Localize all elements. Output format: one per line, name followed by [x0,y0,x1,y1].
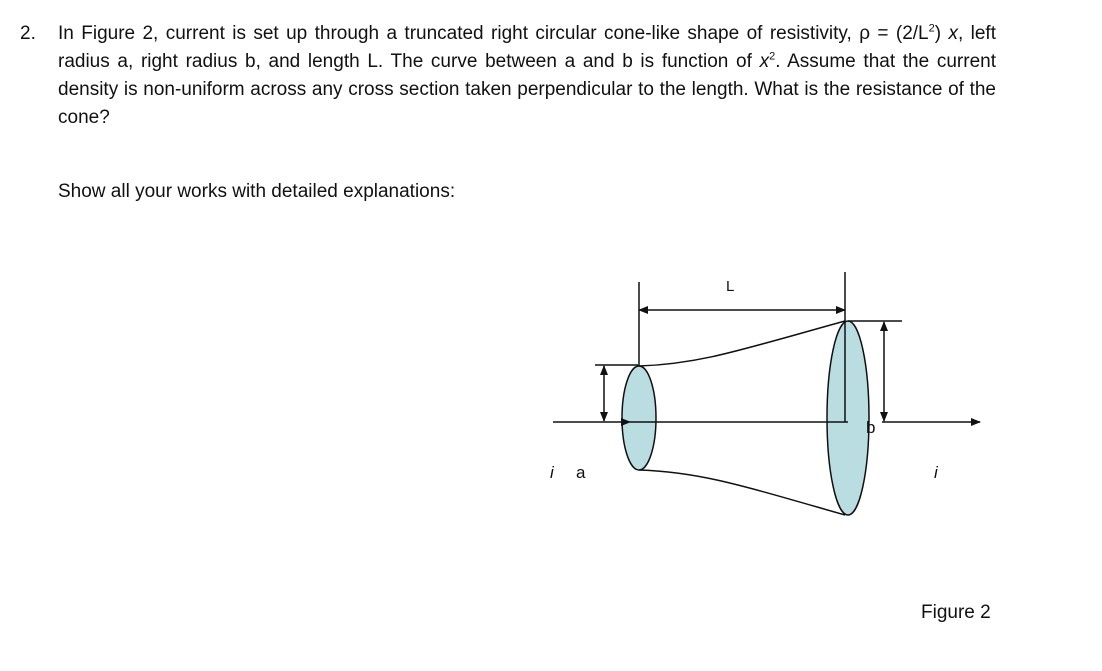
question-number: 2. [20,23,36,44]
problem-text-part-1: In Figure 2, current is set up through a truncated right circular cone-like shape of resistivity, ρ = (2/L [58,23,929,44]
variable-x-squared: x [759,51,770,72]
left-circular-face [622,366,656,470]
superscript-2: 2 [928,22,935,35]
instruction-text: Show all your works with detailed explanations: [58,181,456,202]
right-circular-face [827,321,869,515]
label-length: L [726,278,735,295]
cone-bottom-curve [639,470,845,515]
problem-text-part-4: . Assume that the current density is non-uniform across any cross section taken perpendicular to the length. What is the resistance of the cone? [58,51,997,128]
cone-top-curve [639,321,845,366]
variable-x: x [948,23,958,44]
label-radius-a: a [576,463,586,482]
label-current-left: i [550,463,554,482]
figure-caption: Figure 2 [921,602,991,623]
problem-text-part-3: , left radius a, right radius b, and length L. The curve between a and b is function of [58,23,996,72]
label-radius-b: b [866,418,876,437]
label-current-right: i [934,463,938,482]
superscript-2-second: 2 [769,50,776,63]
problem-text-part-2: ) [934,23,949,44]
